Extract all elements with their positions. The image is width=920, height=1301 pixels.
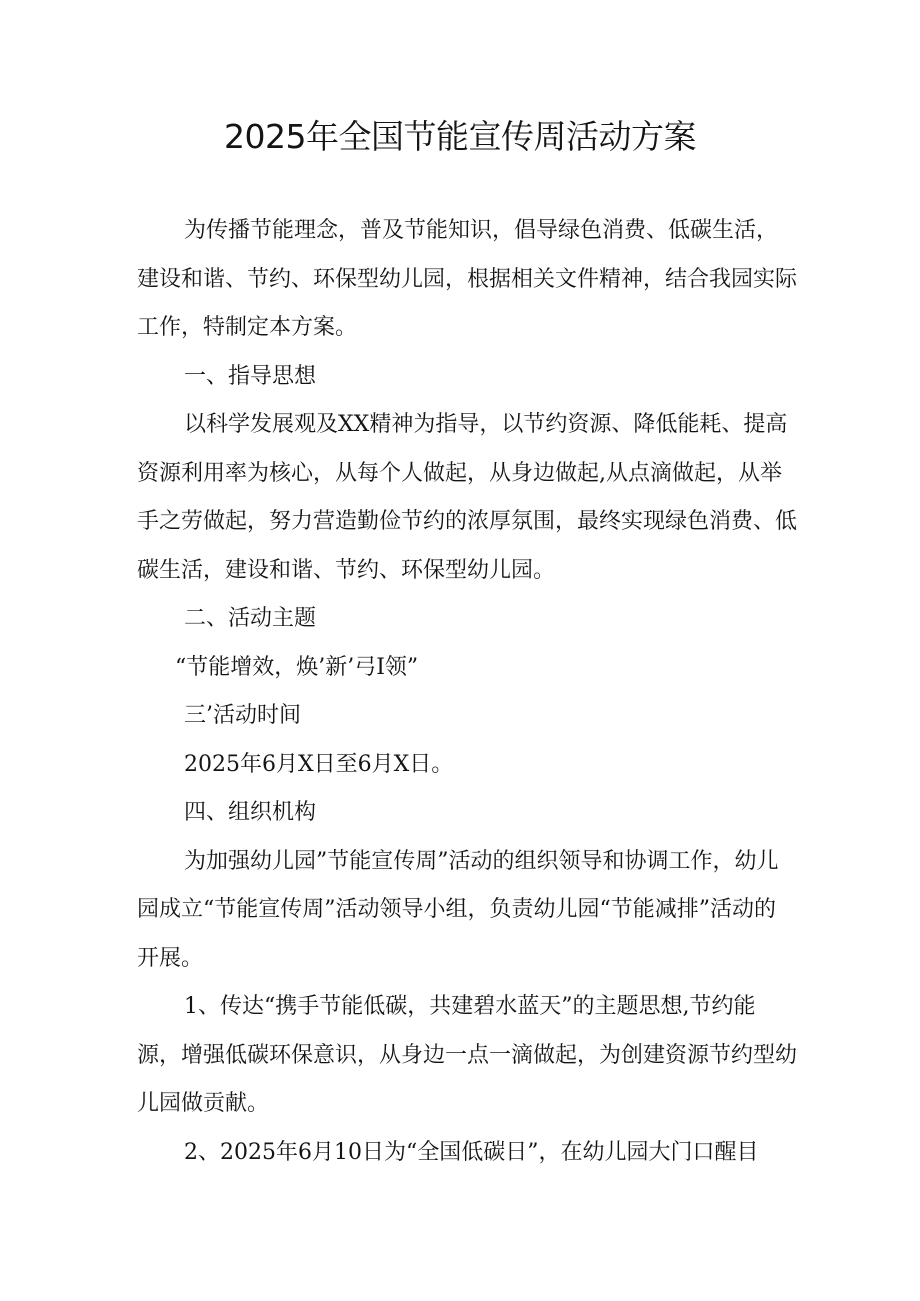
activity-time-text: 2025年6月X日至6月X日。 bbox=[184, 751, 454, 777]
item-1-paragraph: 1、传达“携手节能低碳，共建碧水蓝天”的主题思想,节约能源，增强低碳环保意识，从身边一点一滴做起，为创建资源节约型幼儿园做贡献。 bbox=[137, 994, 798, 1116]
document-title: 2025年全国节能宣传周活动方案 bbox=[224, 117, 696, 156]
item-2-paragraph: 2、2025年6月10日为“全国低碳日”，在幼儿园大门口醒目 bbox=[184, 1139, 759, 1165]
section-heading-guiding-ideology: 一、指导思想 bbox=[184, 363, 317, 389]
section-heading-activity-time: 三’活动时间 bbox=[184, 703, 301, 728]
activity-theme-text: “节能增效，焕’新’弓I领” bbox=[175, 654, 419, 680]
intro-paragraph: 为传播节能理念，普及节能知识，倡导绿色消费、低碳生活，建设和谐、节约、环保型幼儿园，根据相关文件精神，结合我园实际工作，特制定本方案。 bbox=[137, 218, 798, 340]
section-heading-activity-theme: 二、活动主题 bbox=[184, 606, 317, 631]
organization-paragraph: 为加强幼儿园”节能宣传周”活动的组织领导和协调工作，幼儿园成立“节能宣传周”活动领导小组，负责幼儿园“节能减排”活动的开展。 bbox=[137, 848, 779, 971]
section-heading-organization: 四、组织机构 bbox=[184, 800, 317, 825]
document-body bbox=[137, 207, 797, 1177]
guiding-ideology-paragraph: 以科学发展观及XX精神为指导，以节约资源、降低能耗、提高资源利用率为核心，从每个人做起，从身边做起,从点滴做起，从举手之劳做起，努力营造勤俭节约的浓厚氛围，最终实现绿色消费、低碳生活，建设和谐、节约、环保型幼儿园。 bbox=[137, 412, 798, 583]
